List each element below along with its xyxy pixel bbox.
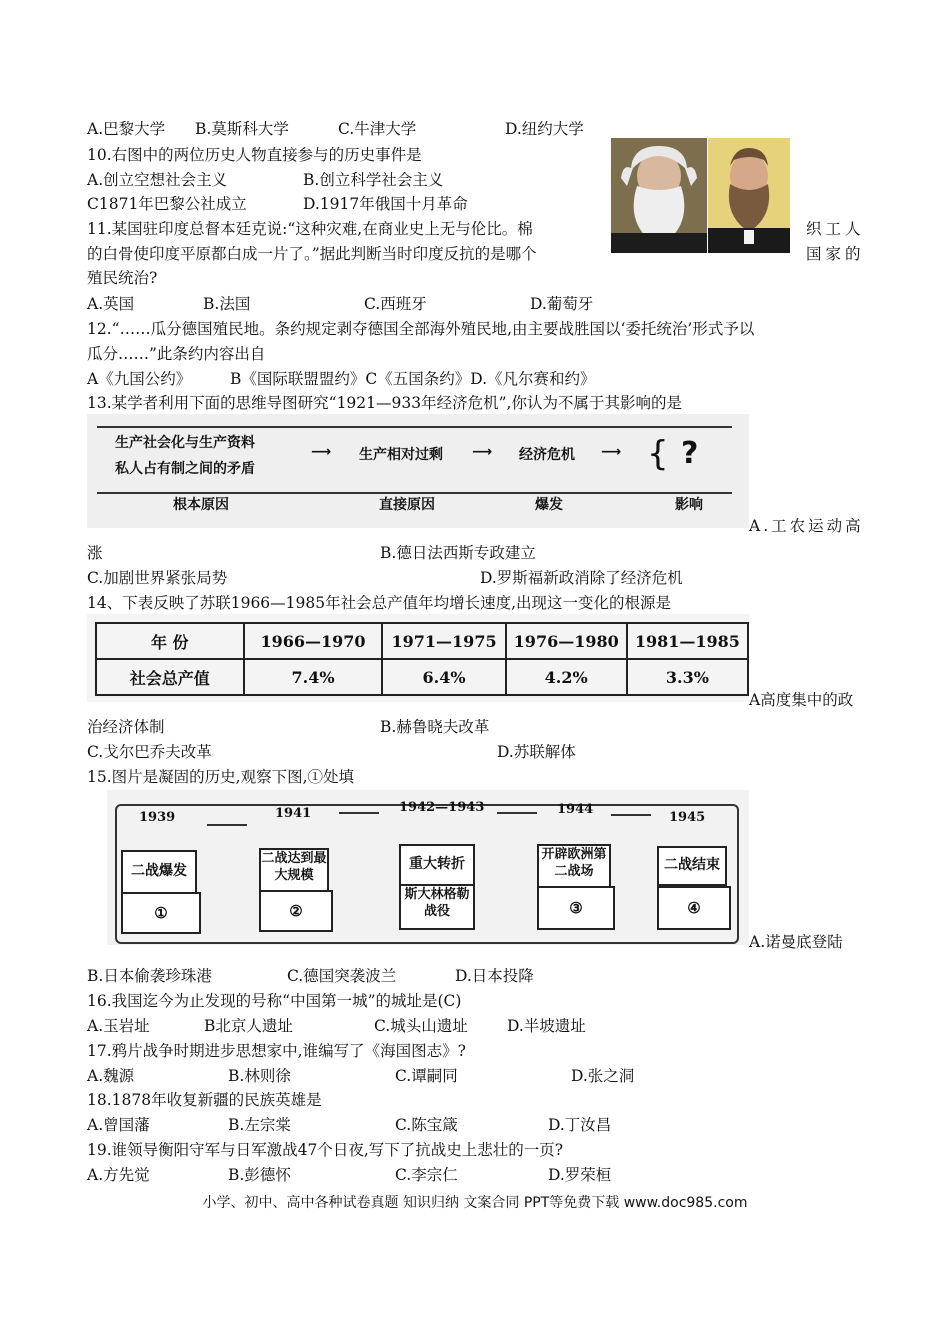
q10-stem: 10.右图中的两位历史人物直接参与的历史事件是 xyxy=(87,146,422,164)
mindmap-arrow-3: ⟶ xyxy=(601,444,622,460)
q13-option-a-cont: 涨 xyxy=(87,544,103,562)
timeline-blank: ② xyxy=(259,890,333,932)
q17-option-c: C.谭嗣同 xyxy=(395,1067,458,1085)
q17-option-b: B.林则徐 xyxy=(228,1067,291,1085)
timeline-title: 开辟欧洲第二战场 xyxy=(537,844,611,888)
q10-option-b: B.创立科学社会主义 xyxy=(303,171,444,189)
timeline-image xyxy=(107,790,749,945)
mindmap-image xyxy=(87,414,749,528)
q15-option-c: C.德国突袭波兰 xyxy=(287,967,397,985)
mindmap-cause-line-2: 私人占有制之间的矛盾 xyxy=(115,461,255,477)
table-cell: 1981—1985 xyxy=(627,623,748,659)
table-cell: 1971—1975 xyxy=(382,623,505,659)
engels-portrait xyxy=(708,138,790,253)
timeline-blank: ① xyxy=(121,892,201,934)
timeline-year: 1941 xyxy=(275,806,312,821)
q10-option-a: A.创立空想社会主义 xyxy=(87,171,228,189)
q16-option-c: C.城头山遗址 xyxy=(374,1017,468,1035)
timeline-year: 1942—1943 xyxy=(399,800,485,815)
q18-option-d: D.丁汝昌 xyxy=(548,1116,612,1134)
mindmap-cause-line-1: 生产社会化与生产资料 xyxy=(115,435,255,451)
timeline-year: 1939 xyxy=(139,810,176,825)
q17-option-a: A.魏源 xyxy=(87,1067,135,1085)
q11-option-d: D.葡萄牙 xyxy=(530,295,594,313)
q10-option-c: C1871年巴黎公社成立 xyxy=(87,195,247,213)
q11-line-1: 11.某国驻印度总督本廷克说:“这种灾难,在商业史上无与伦比。棉 xyxy=(87,220,533,238)
mindmap-arrow-1: ⟶ xyxy=(311,444,332,460)
q14-option-b: B.赫鲁晓夫改革 xyxy=(380,718,490,736)
q19-option-a: A.方先觉 xyxy=(87,1166,150,1184)
q15-option-b: B.日本偷袭珍珠港 xyxy=(87,967,212,985)
growth-table xyxy=(95,622,749,696)
timeline-title: 二战结束 xyxy=(657,846,727,886)
q17-stem: 17.鸦片战争时期进步思想家中,谁编写了《海国图志》? xyxy=(87,1042,466,1060)
q14-stem: 14、下表反映了苏联1966—1985年社会总产值年均增长速度,出现这一变化的根源是 xyxy=(87,594,672,612)
q14-option-c: C.戈尔巴乔夫改革 xyxy=(87,743,212,761)
mindmap-arrow-2: ⟶ xyxy=(472,444,493,460)
mindmap-question-mark: ? xyxy=(681,436,699,471)
table-row-header xyxy=(96,623,748,659)
q16-option-d: D.半坡遗址 xyxy=(507,1017,586,1035)
q9-option-a: A.巴黎大学 xyxy=(87,120,166,138)
timeline-title: 二战爆发 xyxy=(121,850,197,894)
timeline-blank: ③ xyxy=(537,886,615,930)
mindmap-label-direct: 直接原因 xyxy=(379,497,435,513)
q19-option-c: C.李宗仁 xyxy=(395,1166,458,1184)
q13-stem: 13.某学者利用下面的思维导图研究“1921—933年经济危机”,你认为不属于其影响的是 xyxy=(87,394,682,412)
q11-option-c: C.西班牙 xyxy=(364,295,427,313)
q17-option-d: D.张之洞 xyxy=(571,1067,635,1085)
q13-option-a: A.工农运动高 xyxy=(749,517,864,535)
q14-option-d: D.苏联解体 xyxy=(497,743,576,761)
q13-option-c: C.加剧世界紧张局势 xyxy=(87,569,228,587)
q9-option-b: B.莫斯科大学 xyxy=(195,120,289,138)
q18-option-b: B.左宗棠 xyxy=(228,1116,291,1134)
q13-option-d: D.罗斯福新政消除了经济危机 xyxy=(480,569,683,587)
mindmap-label-outbreak: 爆发 xyxy=(535,497,563,513)
q16-option-b: B北京人遗址 xyxy=(204,1017,293,1035)
timeline-title: 重大转折 xyxy=(399,844,475,886)
growth-table-image xyxy=(87,614,749,702)
table-cell: 1976—1980 xyxy=(506,623,627,659)
q16-option-a: A.玉岩址 xyxy=(87,1017,150,1035)
q11-option-b: B.法国 xyxy=(203,295,251,313)
mindmap-label-impact: 影响 xyxy=(675,497,703,513)
q15-option-d: D.日本投降 xyxy=(455,967,534,985)
table-cell: 3.3% xyxy=(627,659,748,695)
timeline-title: 二战达到最大规模 xyxy=(259,848,329,892)
table-cell: 7.4% xyxy=(244,659,383,695)
q19-option-d: D.罗荣桓 xyxy=(548,1166,612,1184)
timeline-year: 1944 xyxy=(557,802,594,817)
q11-line-1-right: 织工人 xyxy=(806,220,865,238)
marx-portrait xyxy=(611,138,707,253)
footer-text: 小学、初中、高中各种试卷真题 知识归纳 文案合同 PPT等免费下载 www.doc985.com xyxy=(202,1195,748,1211)
table-cell: 社会总产值 xyxy=(96,659,244,695)
q9-option-d: D.纽约大学 xyxy=(505,120,584,138)
q14-option-a-cont: 治经济体制 xyxy=(87,718,165,736)
q15-option-a: A.诺曼底登陆 xyxy=(749,933,843,951)
table-cell: 6.4% xyxy=(382,659,505,695)
q14-option-a: A高度集中的政 xyxy=(749,691,854,709)
q9-option-c: C.牛津大学 xyxy=(338,120,417,138)
q11-line-2: 的白骨使印度平原都白成一片了。”据此判断当时印度反抗的是哪个 xyxy=(87,245,537,263)
q19-stem: 19.谁领导衡阳守军与日军激战47个日夜,写下了抗战史上悲壮的一页? xyxy=(87,1141,564,1159)
q15-stem: 15.图片是凝固的历史,观察下图,①处填 xyxy=(87,768,355,786)
q11-option-a: A.英国 xyxy=(87,295,135,313)
q10-option-d: D.1917年俄国十月革命 xyxy=(303,195,468,213)
q11-line-3: 殖民统治? xyxy=(87,269,158,287)
mindmap-step-3: 经济危机 xyxy=(519,447,575,463)
timeline-year: 1945 xyxy=(669,810,706,825)
q12-line-1: 12.“……瓜分德国殖民地。条约规定剥夺德国全部海外殖民地,由主要战胜国以‘委托统治’形式予以 xyxy=(87,320,755,338)
timeline-blank: ④ xyxy=(657,886,731,930)
q13-option-b: B.德日法西斯专政建立 xyxy=(380,544,536,562)
q12-option-a: A《九国公约》 xyxy=(87,370,192,388)
table-row xyxy=(96,659,748,695)
q18-stem: 18.1878年收复新疆的民族英雄是 xyxy=(87,1091,322,1109)
table-cell: 1966—1970 xyxy=(244,623,383,659)
q12-options-bcd: B《国际联盟盟约》C《五国条约》D.《凡尔赛和约》 xyxy=(230,370,596,388)
mindmap-step-2: 生产相对过剩 xyxy=(359,447,443,463)
mindmap-brace: { xyxy=(647,434,669,474)
q18-option-c: C.陈宝箴 xyxy=(395,1116,458,1134)
q12-line-2: 瓜分……”此条约内容出自 xyxy=(87,345,266,363)
table-cell: 4.2% xyxy=(506,659,627,695)
q19-option-b: B.彭德怀 xyxy=(228,1166,291,1184)
q16-stem: 16.我国迄今为止发现的号称“中国第一城”的城址是(C) xyxy=(87,992,462,1010)
mindmap-label-root: 根本原因 xyxy=(173,497,229,513)
timeline-sub: 斯大林格勒战役 xyxy=(399,884,475,930)
q18-option-a: A.曾国藩 xyxy=(87,1116,150,1134)
q11-line-2-right: 国家的 xyxy=(806,245,865,263)
table-cell: 年 份 xyxy=(96,623,244,659)
